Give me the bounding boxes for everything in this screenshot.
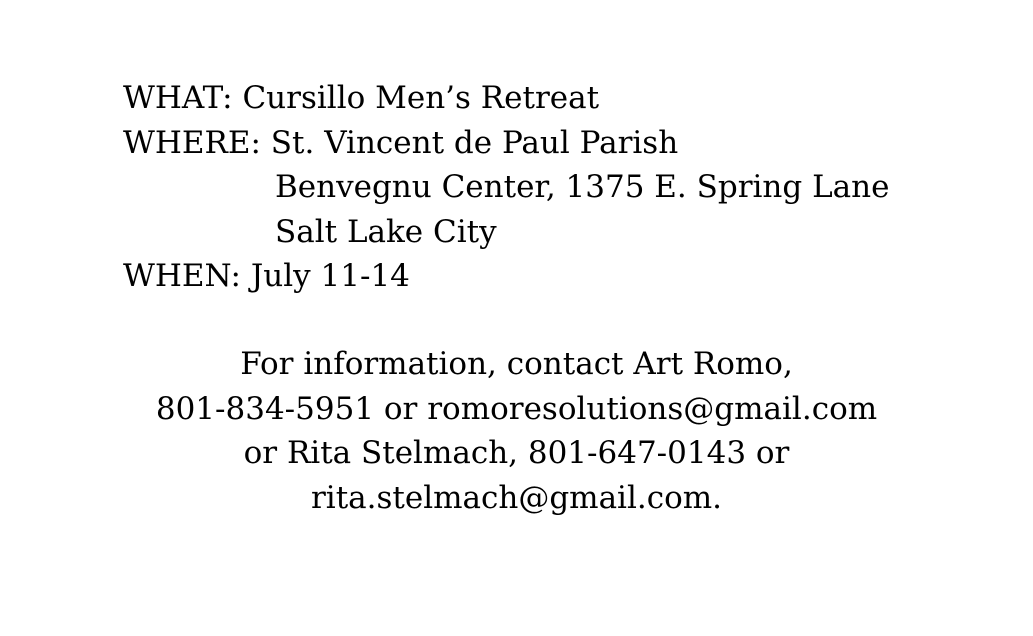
- event-address-line-1: Benvegnu Center, 1375 E. Spring Lane: [275, 169, 890, 205]
- contact-info: [0, 342, 1033, 520]
- event-where-line: WHERE: St. Vincent de Paul Parish: [123, 124, 679, 161]
- event-address-line-2: Salt Lake City: [275, 213, 497, 250]
- event-what-line: WHAT: Cursillo Men’s Retreat: [123, 80, 600, 116]
- contact-line-1: For information, contact Art Romo,: [240, 346, 793, 382]
- contact-line-2: 801-834-5951 or romoresolutions@gmail.com: [155, 390, 878, 427]
- contact-line-3: or Rita Stelmach, 801-647-0143 or: [243, 435, 790, 471]
- event-details: [123, 76, 983, 299]
- contact-line-4: rita.stelmach@gmail.com.: [310, 479, 723, 516]
- event-when-line: WHEN: July 11-14: [123, 258, 410, 294]
